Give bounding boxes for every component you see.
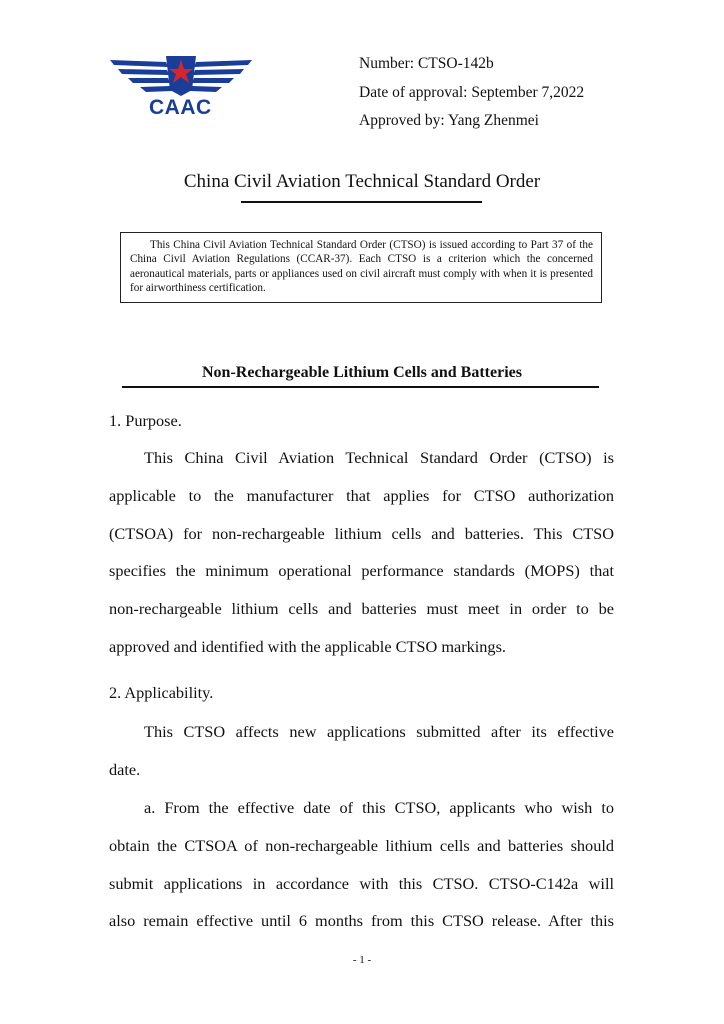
paragraph-line: This China Civil Aviation Technical Standard Order (CTSO) is xyxy=(144,448,614,467)
paragraph-line: approved and identified with the applicable CTSO markings. xyxy=(109,636,506,656)
document-title: China Civil Aviation Technical Standard Order xyxy=(183,171,541,192)
paragraph-line: obtain the CTSOA of non-rechargeable lithium cells and batteries should xyxy=(109,835,614,855)
paragraph-line: This CTSO affects new applications submitted after its effective xyxy=(144,722,614,741)
notice-box xyxy=(120,232,602,303)
paragraph-line: submit applications in accordance with this CTSO. CTSO-C142a will xyxy=(109,873,614,893)
purpose-paragraph xyxy=(109,439,614,666)
applicability-paragraph xyxy=(109,713,614,789)
applicability-heading: 2. Applicability. xyxy=(109,683,214,702)
paragraph-line: also remain effective until 6 months from this CTSO release. After this xyxy=(109,911,614,931)
document-meta xyxy=(359,50,584,136)
subject-title: Non-Rechargeable Lithium Cells and Batteries xyxy=(202,364,522,381)
approval-date: Date of approval: September 7,2022 xyxy=(359,83,585,101)
paragraph-line: specifies the minimum operational performance standards (MOPS) that xyxy=(109,561,614,581)
paragraph-line: applicable to the manufacturer that applies for CTSO authorization xyxy=(109,485,614,505)
paragraph-line: non-rechargeable lithium cells and batteries must meet in order to be xyxy=(109,599,614,619)
document-number: Number: CTSO-142b xyxy=(359,55,494,72)
paragraph-line: date. xyxy=(109,759,141,779)
caac-logo-text: CAAC xyxy=(149,96,212,119)
subject-underline xyxy=(122,386,599,388)
paragraph-line: a. From the effective date of this CTSO, applicants who wish to xyxy=(144,798,614,817)
purpose-heading: 1. Purpose. xyxy=(109,411,182,430)
title-underline xyxy=(241,201,482,203)
paragraph-line: (CTSOA) for non-rechargeable lithium cells and batteries. This CTSO xyxy=(109,523,614,543)
item-a-paragraph xyxy=(109,789,614,940)
notice-text: This China Civil Aviation Technical Standard Order (CTSO) is issued according to Part 37 of the China Civil Aviation Regulations (CCAR-37). Each CTSO is a criterion which the concerned aeronautical materials, parts or appliances used on civil aircraft must comply with when it is presented for airworthiness certification. xyxy=(130,239,593,295)
caac-logo xyxy=(108,50,254,122)
page-number: - 1 - xyxy=(352,954,372,966)
approved-by: Approved by: Yang Zhenmei xyxy=(359,112,539,129)
